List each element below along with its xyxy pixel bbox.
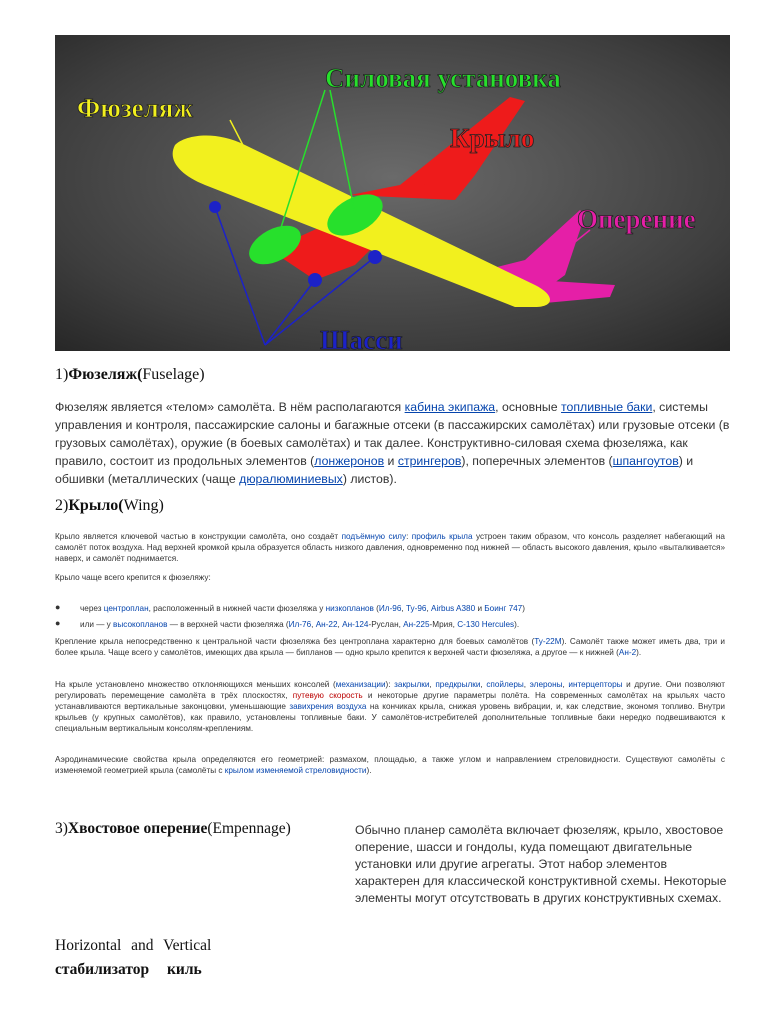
wing-paragraph-2: Крыло чаще всего крепится к фюзеляжу: bbox=[55, 573, 211, 582]
link-wing-profile[interactable]: профиль крыла bbox=[411, 532, 473, 541]
airplane-diagram bbox=[55, 35, 730, 351]
label-tail: Оперение bbox=[577, 204, 696, 234]
section-heading-tail: 3)Хвостовое оперение(Empennage) bbox=[55, 820, 291, 837]
link-lift[interactable]: подъёмную силу bbox=[341, 532, 407, 541]
stabilizer-english-label: Horizontal and Vertical bbox=[55, 937, 212, 954]
wing-paragraph-4: На крыле установлено множество отклоняющихся меньших консолей (механизации): закрылки, предкрылки, спойлеры, элероны, интерцепторы и другие. Они позволяют регулировать перемещение самолёта в трёх плоскостях, путевую скорость и некоторые другие параметры полёта. На современных самолётах на крыльях часто устанавливаются вертикальные законцовки, уменьшающие завихрения воздуха на кончиках крыла, снижая уровень вибрации, и, как следствие, экономя топливо. Внутри крыльев (у крупных самолётов), как правило, установлены топливные баки. У самолётов-истребителей дополнительные топливные баки нередко подвешиваются к специальным вертикальным консолям-креплениям. bbox=[55, 680, 726, 733]
section-heading-fuselage: 1)Фюзеляж(Fuselage) bbox=[55, 366, 205, 383]
heading-en: Fuselage) bbox=[142, 366, 205, 383]
link-duralumin[interactable]: дюралюминиевых bbox=[239, 472, 343, 486]
link-stringers[interactable]: стрингеров bbox=[397, 454, 462, 468]
label-wing: Крыло bbox=[450, 123, 535, 153]
fuselage-paragraph: Фюзеляж является «телом» самолёта. В нём располагаются кабина экипажа, основные топливные баки, системы управления и контроля, пассажирские салоны и багажные отсеки (в пассажирских самолётах) или грузовые отсеки (в грузовых самолётах), оружие (в боевых самолётах) и так далее. Конструктивно-силовая схема фюзеляжа, как правило, состоит из продольных элементов (лонжеронов и стрингеров), поперечных элементов (шпангоутов) и обшивки (металлических (чаще дюралюминиевых) листов). bbox=[55, 400, 730, 486]
wing-paragraph-5: Аэродинамические свойства крыла определяются его геометрией: размахом, площадью, а также углом и направлением стреловидности. Существуют самолёты с изменяемой геометрией крыла (самолёты с крылом изменяемой стреловидности). bbox=[55, 755, 725, 775]
wing-paragraph-3: Крепление крыла непосредственно к центральной части фюзеляжа без центроплана характерно для боевых самолётов (Ту-22М). Самолёт также может иметь два, три и более крыла. Чаще всего у самолётов, имеющих два крыла — бипланов — одно крыло крепится к верхней части фюзеляжа, а другое — к нижней (Ан-2). bbox=[55, 637, 725, 657]
label-gear: Шасси bbox=[320, 325, 403, 351]
link-frames[interactable]: шпангоутов bbox=[612, 454, 679, 468]
link-cockpit[interactable]: кабина экипажа bbox=[404, 400, 496, 414]
section-heading-wing: 2)Крыло(Wing) bbox=[55, 497, 164, 514]
link-spars[interactable]: лонжеронов bbox=[314, 454, 385, 468]
label-power-plant: Силовая установка bbox=[325, 63, 561, 93]
stabilizer-russian-label: стабилизатор киль bbox=[55, 961, 202, 978]
tail-paragraph: Обычно планер самолёта включает фюзеляж, крыло, хвостовое оперение, шасси и гондолы, куда помещают двигательные установки или другие агрегаты. Этот набор элементов характерен для классической конструктивной схемы. Некоторые элементы могут отсутствовать в других конструктивных схемах. bbox=[355, 823, 727, 905]
heading-number: 1) bbox=[55, 366, 69, 383]
wing-paragraph-1: Крыло является ключевой частью в конструкции самолёта, оно создаёт подъёмную силу: профиль крыла устроен таким образом, что консоль разделяет набегающий на самолёт поток воздуха. Над верхней кромкой крыла образуется область низкого давления, одновременно под нижней — область высокого давления, крыло «выталкивается» наверх, и самолёт поднимается. bbox=[55, 532, 725, 563]
label-fuselage: Фюзеляж bbox=[77, 93, 193, 123]
heading-en: Wing) bbox=[123, 497, 164, 514]
link-fuel-tanks[interactable]: топливные баки bbox=[561, 400, 653, 414]
link-ground-speed[interactable]: путевую скорость bbox=[292, 691, 363, 700]
heading-ru: Фюзеляж bbox=[68, 366, 138, 383]
